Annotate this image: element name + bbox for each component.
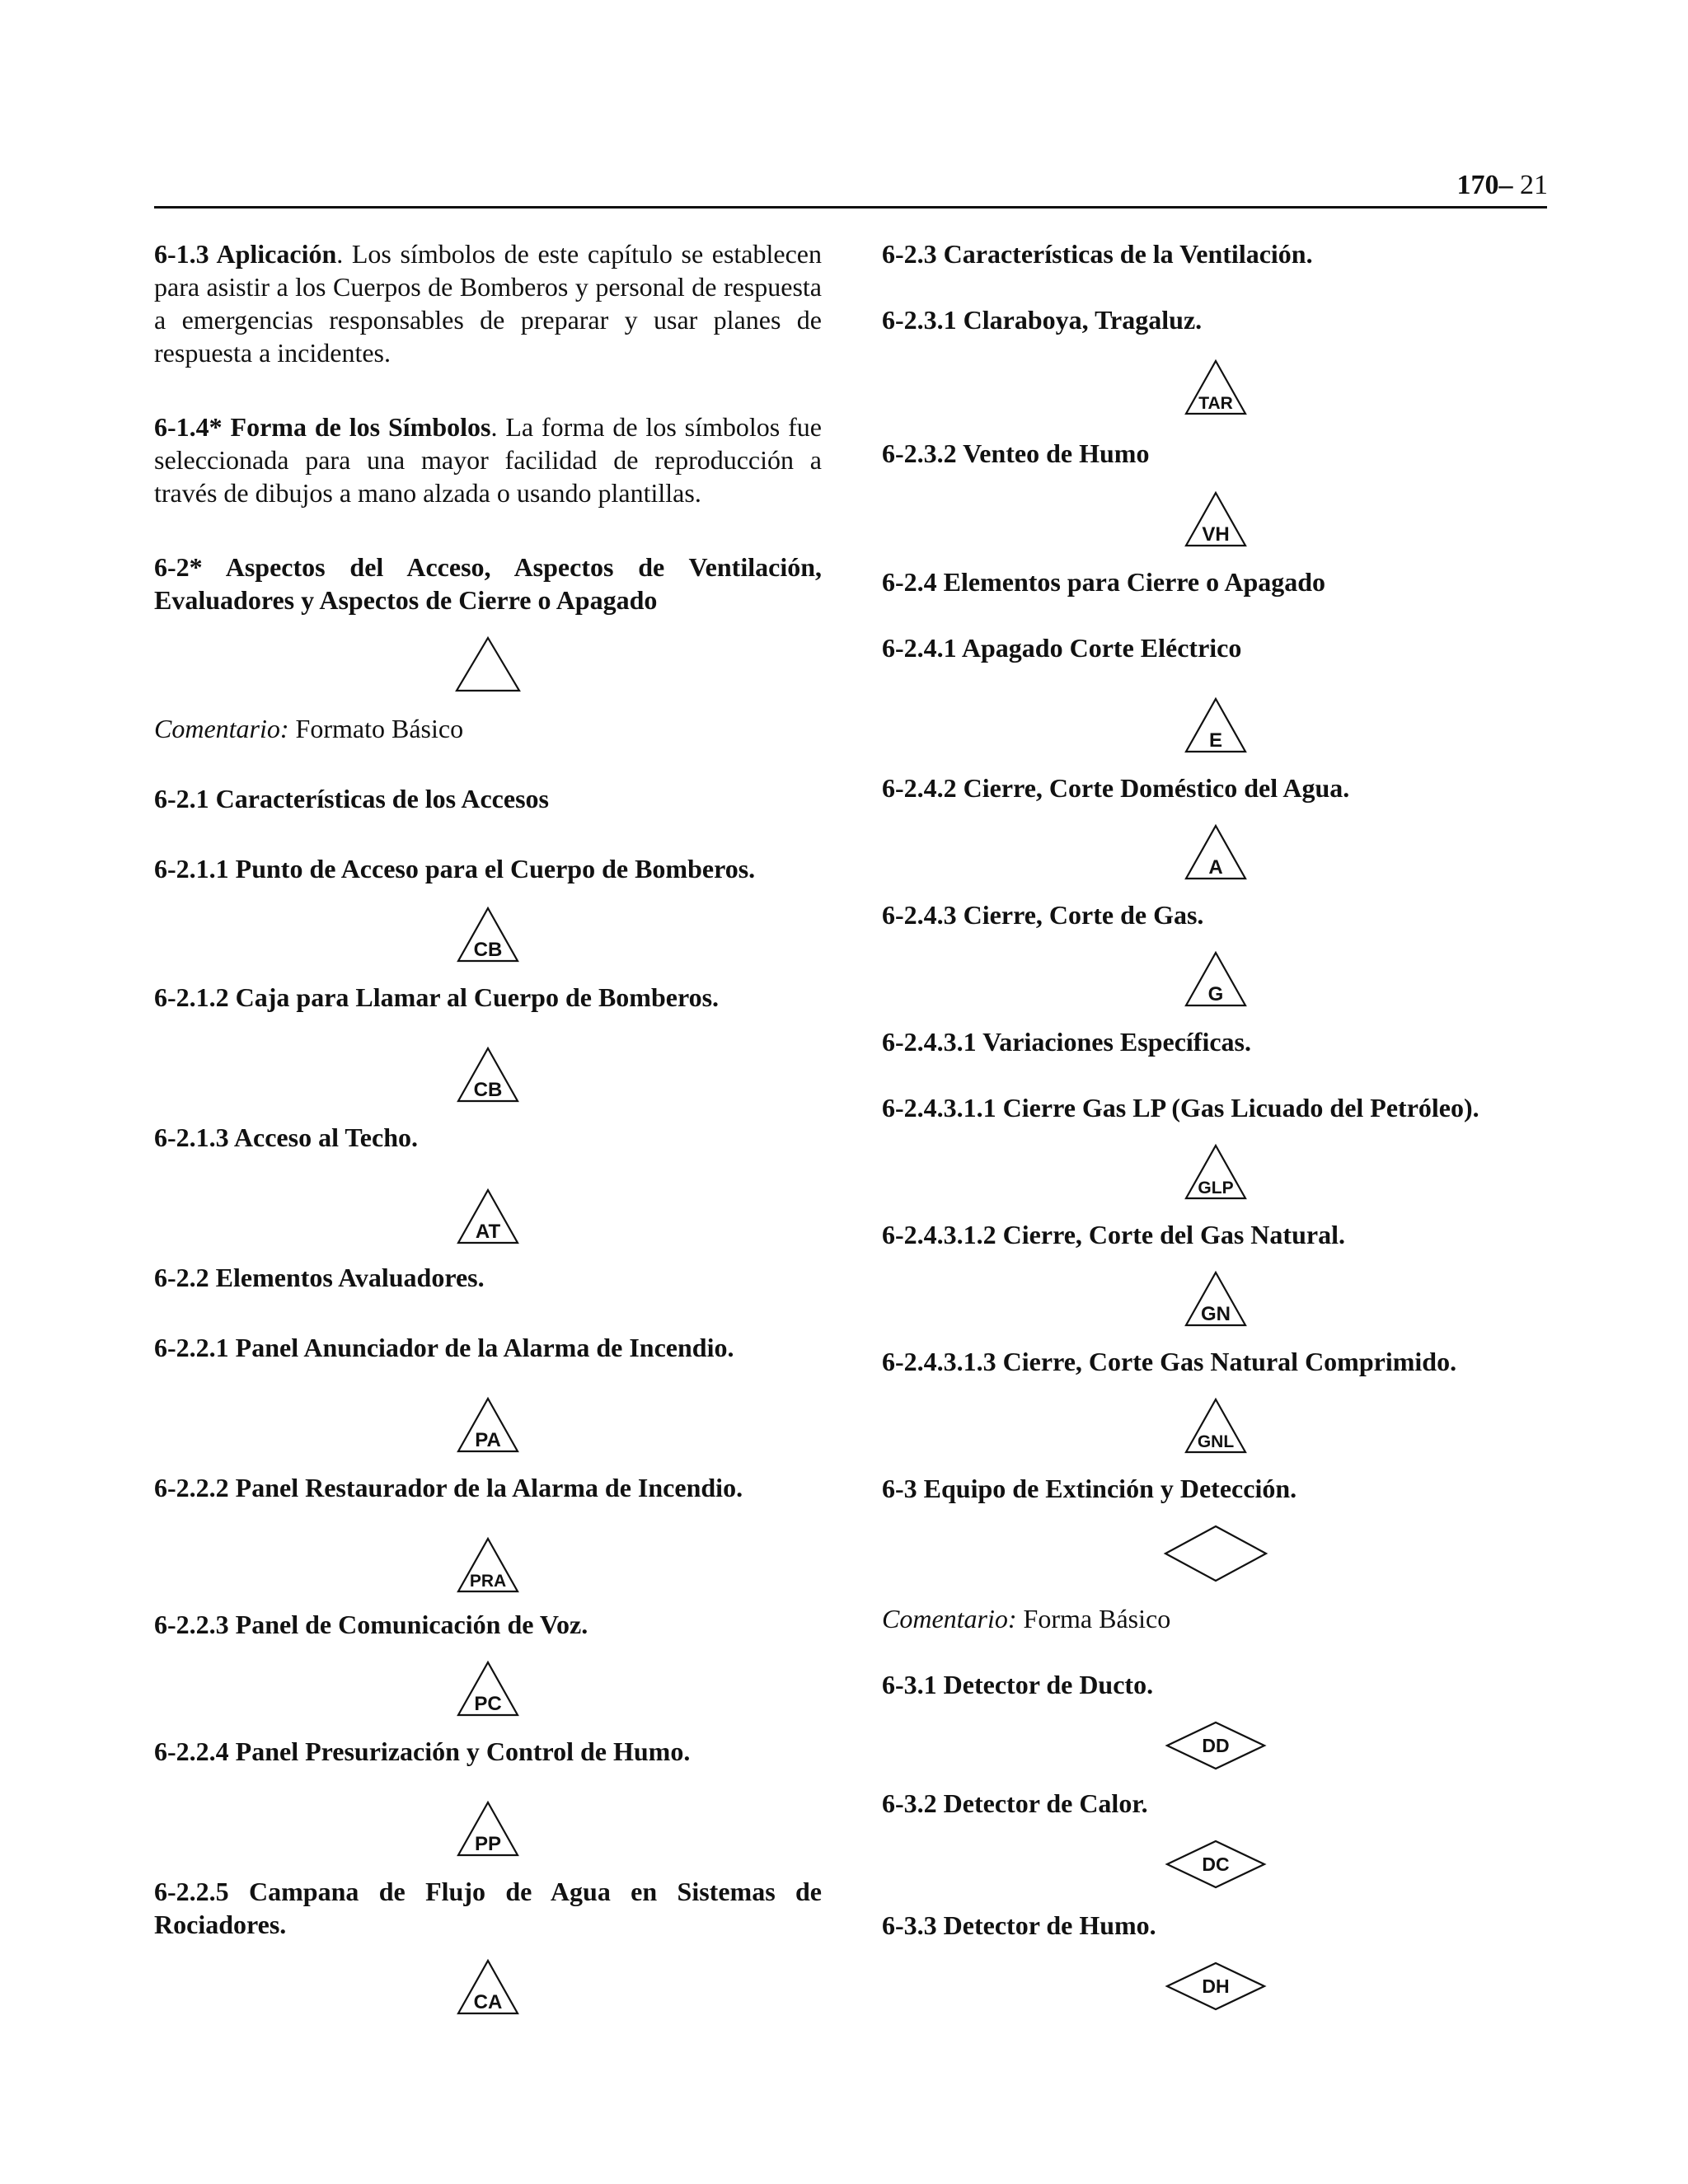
- section-heading: 6-2.3 Características de la Ventilación.: [882, 239, 1313, 269]
- paragraph-text: . La forma de los símbolos fue seleccionada para una mayor facilidad de reproducción a través de dibujos a mano alzada o usando plantillas.: [154, 412, 823, 508]
- paragraph-lead: 6-1.3 Aplicación: [154, 239, 337, 269]
- section-heading: 6-2.2.3 Panel de Comunicación de Voz.: [154, 1610, 588, 1639]
- symbol-label: CB: [473, 1079, 503, 1101]
- section-heading: 6-2.4.1 Apagado Corte Eléctrico: [882, 633, 1242, 663]
- symbol-label: PA: [475, 1429, 501, 1451]
- triangle-svg: [457, 907, 519, 963]
- section-heading: 6-2.1.2 Caja para Llamar al Cuerpo de Bomberos.: [154, 982, 720, 1012]
- triangle-svg: [1184, 1398, 1247, 1454]
- triangle-symbol: [154, 1537, 822, 1593]
- symbol-label: VH: [1202, 523, 1230, 546]
- triangle-symbol: [882, 697, 1550, 753]
- triangle-svg: [1184, 824, 1247, 880]
- diamond-svg: [1165, 1840, 1266, 1889]
- triangle-svg: [457, 1801, 519, 1857]
- symbol-label: AT: [475, 1221, 501, 1243]
- triangle-symbol: [154, 636, 822, 692]
- triangle-symbol: [882, 824, 1550, 880]
- symbol-label: TAR: [1198, 394, 1233, 413]
- symbol-label: CA: [473, 1991, 503, 2013]
- section-heading: 6-3.1 Detector de Ducto.: [882, 1670, 1154, 1699]
- paragraph-lead: 6-1.4* Forma de los Símbolos: [154, 412, 491, 442]
- section-heading: 6-2.4.3 Cierre, Corte de Gas.: [882, 900, 1204, 930]
- symbol-label: GLP: [1198, 1179, 1234, 1197]
- triangle-symbol: [882, 951, 1550, 1007]
- triangle-svg: [1184, 359, 1247, 415]
- diamond-svg: [1164, 1525, 1268, 1582]
- section-heading: 6-2.2.1 Panel Anunciador de la Alarma de Incendio.: [154, 1333, 734, 1362]
- section-heading: 6-2.1.1 Punto de Acceso para el Cuerpo de Bomberos.: [154, 854, 756, 883]
- section-heading: 6-2.1 Características de los Accesos: [154, 784, 549, 813]
- section-heading: 6-3 Equipo de Extinción y Detección.: [882, 1474, 1297, 1503]
- diamond-outline: [1165, 1526, 1266, 1581]
- section-heading: 6-2.2.4 Panel Presurización y Control de Humo.: [154, 1736, 691, 1766]
- page-number: 21: [1520, 170, 1548, 200]
- triangle-svg: [1184, 491, 1247, 547]
- triangle-symbol: [154, 907, 822, 963]
- triangle-svg: [457, 1397, 519, 1453]
- book-number: 170–: [1456, 170, 1513, 200]
- section-heading: 6-2.4.3.1 Variaciones Específicas.: [882, 1027, 1251, 1057]
- symbol-label: PP: [474, 1833, 502, 1855]
- section-heading: 6-2.3.2 Venteo de Humo: [882, 438, 1150, 468]
- page-header: [1457, 170, 1549, 201]
- triangle-svg: [455, 636, 521, 692]
- triangle-symbol: [882, 1144, 1550, 1200]
- section-heading: 6-3.3 Detector de Humo.: [882, 1910, 1156, 1940]
- section-heading: 6-2.1.3 Acceso al Techo.: [154, 1122, 418, 1152]
- section-heading: 6-2.4.3.1.3 Cierre, Corte Gas Natural Comprimido.: [882, 1347, 1457, 1376]
- comment-text: Formato Básico: [288, 714, 464, 743]
- symbol-label: DC: [1202, 1854, 1230, 1875]
- comment-note: [154, 712, 822, 745]
- section-heading: 6-2.4.3.1.2 Cierre, Corte del Gas Natural.: [882, 1220, 1345, 1249]
- section-heading: 6-3.2 Detector de Calor.: [882, 1788, 1148, 1818]
- triangle-svg: [457, 1188, 519, 1244]
- symbol-label: E: [1208, 729, 1223, 752]
- symbol-label: DD: [1202, 1735, 1230, 1756]
- section-paragraph: [154, 237, 822, 369]
- comment-note: [882, 1602, 1550, 1635]
- section-heading: 6-2.4 Elementos para Cierre o Apagado: [882, 567, 1326, 597]
- triangle-outline: [457, 638, 519, 691]
- section-paragraph: [154, 410, 822, 509]
- symbol-label: A: [1208, 856, 1223, 879]
- triangle-svg: [1184, 697, 1247, 753]
- triangle-symbol: [154, 1397, 822, 1453]
- diamond-symbol: [882, 1721, 1550, 1770]
- triangle-symbol: [154, 1959, 822, 2015]
- left-column: [154, 237, 822, 2015]
- section-heading: 6-2* Aspectos del Acceso, Aspectos de Ventilación, Evaluadores y Aspectos de Cierre o Apagado: [154, 552, 822, 615]
- symbol-label: GNL: [1197, 1432, 1235, 1451]
- triangle-svg: [457, 1047, 519, 1103]
- diamond-symbol: [882, 1840, 1550, 1889]
- symbol-label: DH: [1202, 1975, 1230, 1997]
- comment-label: Comentario:: [882, 1604, 1017, 1633]
- section-heading: 6-2.4.2 Cierre, Corte Doméstico del Agua.: [882, 773, 1350, 803]
- comment-label: Comentario:: [154, 714, 289, 743]
- triangle-symbol: [882, 359, 1550, 415]
- header-rule: [154, 206, 1547, 209]
- triangle-svg: [1184, 951, 1247, 1007]
- triangle-svg: [457, 1661, 519, 1717]
- symbol-label: GN: [1201, 1303, 1231, 1325]
- symbol-label: CB: [473, 939, 503, 961]
- triangle-svg: [457, 1959, 519, 2015]
- section-heading: 6-2.2 Elementos Avaluadores.: [154, 1263, 485, 1292]
- right-column: [882, 237, 1550, 2011]
- diamond-svg: [1165, 1961, 1266, 2011]
- triangle-symbol: [154, 1188, 822, 1244]
- symbol-label: PC: [474, 1693, 502, 1715]
- triangle-svg: [457, 1537, 519, 1593]
- symbol-label: G: [1207, 983, 1224, 1005]
- triangle-symbol: [154, 1047, 822, 1103]
- paragraph-text: . Los símbolos de este capítulo se establecen para asistir a los Cuerpos de Bomberos y personal de respuesta a emergencias responsables de preparar y usar planes de respuesta a incidentes.: [154, 239, 823, 368]
- triangle-symbol: [882, 1398, 1550, 1454]
- comment-text: Forma Básico: [1016, 1604, 1171, 1633]
- diamond-symbol: [882, 1961, 1550, 2011]
- diamond-svg: [1165, 1721, 1266, 1770]
- section-heading: 6-2.3.1 Claraboya, Tragaluz.: [882, 305, 1203, 335]
- triangle-symbol: [154, 1801, 822, 1857]
- diamond-symbol: [882, 1525, 1550, 1582]
- symbol-label: PRA: [469, 1572, 507, 1591]
- triangle-symbol: [882, 491, 1550, 547]
- section-heading: 6-2.4.3.1.1 Cierre Gas LP (Gas Licuado del Petróleo).: [882, 1093, 1479, 1122]
- section-heading: 6-2.2.5 Campana de Flujo de Agua en Sistemas de Rociadores.: [154, 1877, 822, 1939]
- triangle-symbol: [882, 1271, 1550, 1327]
- triangle-svg: [1184, 1144, 1247, 1200]
- triangle-symbol: [154, 1661, 822, 1717]
- triangle-svg: [1184, 1271, 1247, 1327]
- section-heading: 6-2.2.2 Panel Restaurador de la Alarma de Incendio.: [154, 1473, 743, 1502]
